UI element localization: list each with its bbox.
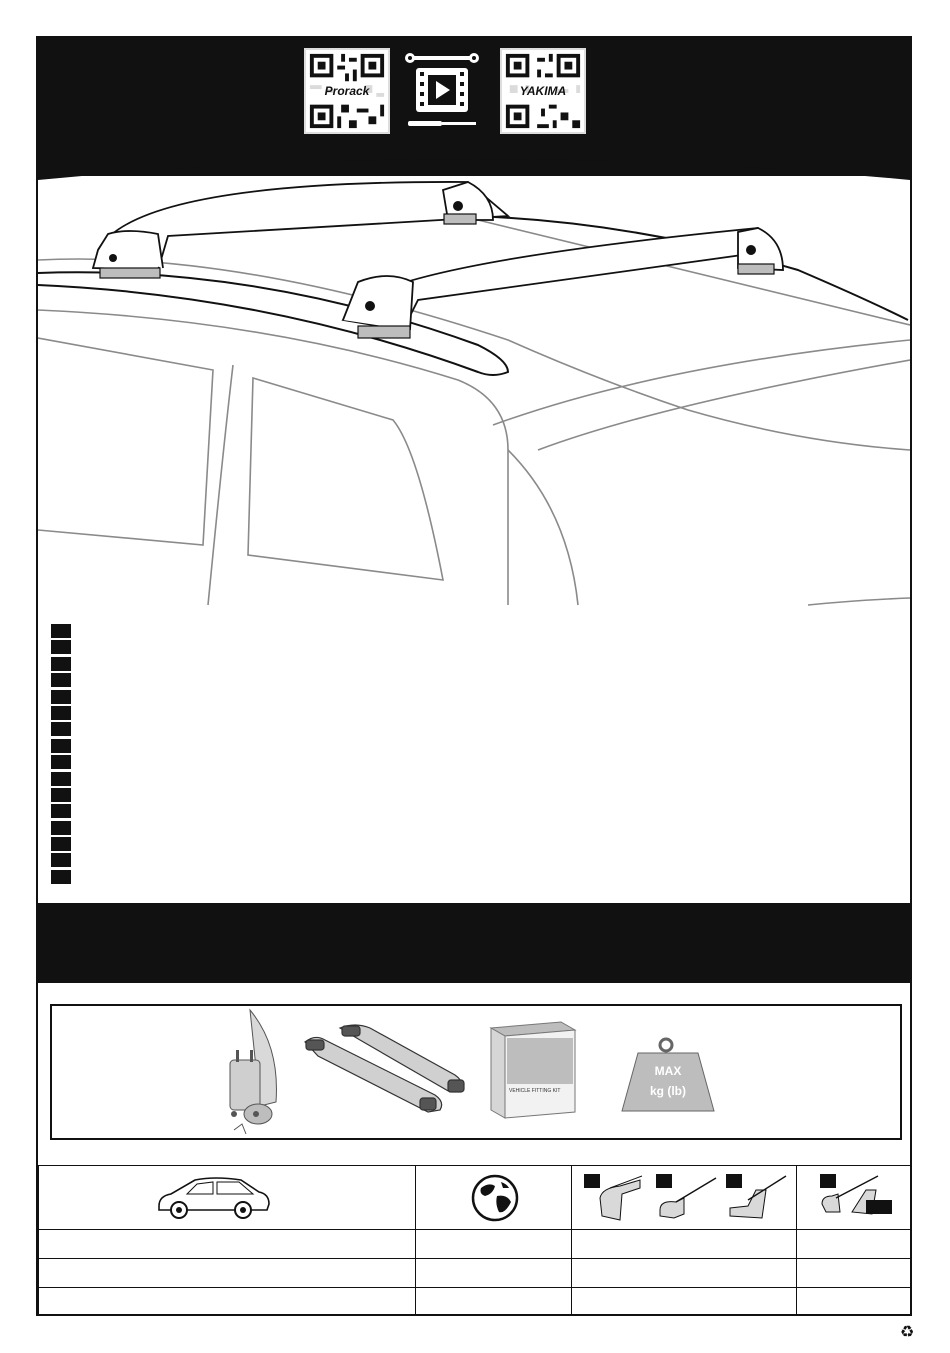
roof-bars-icon bbox=[300, 1020, 475, 1115]
qr-code-yakima[interactable] bbox=[500, 48, 586, 134]
qr-label-prorack: Prorack bbox=[306, 84, 388, 98]
language-marker bbox=[51, 690, 71, 704]
language-marker bbox=[51, 772, 71, 786]
kit-contents-panel bbox=[50, 1004, 902, 1140]
foot-types-icons bbox=[580, 1170, 796, 1228]
language-marker bbox=[51, 755, 71, 769]
table-column-divider bbox=[571, 1165, 572, 1316]
table-column-divider bbox=[38, 1165, 39, 1316]
language-marker bbox=[51, 673, 71, 687]
language-marker bbox=[51, 788, 71, 802]
table-column-divider bbox=[415, 1165, 416, 1316]
car-roof-illustration bbox=[38, 150, 910, 608]
table-row bbox=[38, 1287, 912, 1288]
table-row bbox=[38, 1229, 912, 1230]
car-icon bbox=[155, 1172, 273, 1222]
language-marker bbox=[51, 821, 71, 835]
language-marker bbox=[51, 624, 71, 638]
language-marker bbox=[51, 657, 71, 671]
table-row bbox=[38, 1258, 912, 1259]
weight-unit-text: kg (lb) bbox=[650, 1084, 686, 1098]
rail-foot-icon bbox=[818, 1170, 910, 1220]
wrench-icon bbox=[405, 53, 479, 63]
weight-max-text: MAX bbox=[654, 1064, 682, 1078]
screwdriver-icon bbox=[408, 121, 476, 126]
language-marker bbox=[51, 706, 71, 720]
max-load-weight-icon bbox=[620, 1035, 716, 1113]
video-play-icon bbox=[416, 68, 468, 112]
section-band bbox=[36, 903, 912, 983]
language-marker bbox=[51, 870, 71, 884]
language-marker bbox=[51, 804, 71, 818]
table-row bbox=[38, 1165, 912, 1166]
language-marker bbox=[51, 853, 71, 867]
language-marker bbox=[51, 722, 71, 736]
fitting-kit-box-icon bbox=[487, 1020, 579, 1120]
language-markers bbox=[51, 624, 71, 886]
table-column-divider bbox=[796, 1165, 797, 1316]
qr-code-prorack[interactable] bbox=[304, 48, 390, 134]
video-instructions-button[interactable] bbox=[404, 48, 480, 134]
box-label: VEHICLE FITTING KIT bbox=[509, 1088, 561, 1094]
globe-icon bbox=[471, 1174, 519, 1222]
recycle-icon: ♻ bbox=[900, 1324, 915, 1341]
language-marker bbox=[51, 837, 71, 851]
language-marker bbox=[51, 739, 71, 753]
luggage-icon bbox=[220, 1006, 286, 1138]
qr-label-yakima: YAKIMA bbox=[502, 84, 584, 98]
language-marker bbox=[51, 640, 71, 654]
